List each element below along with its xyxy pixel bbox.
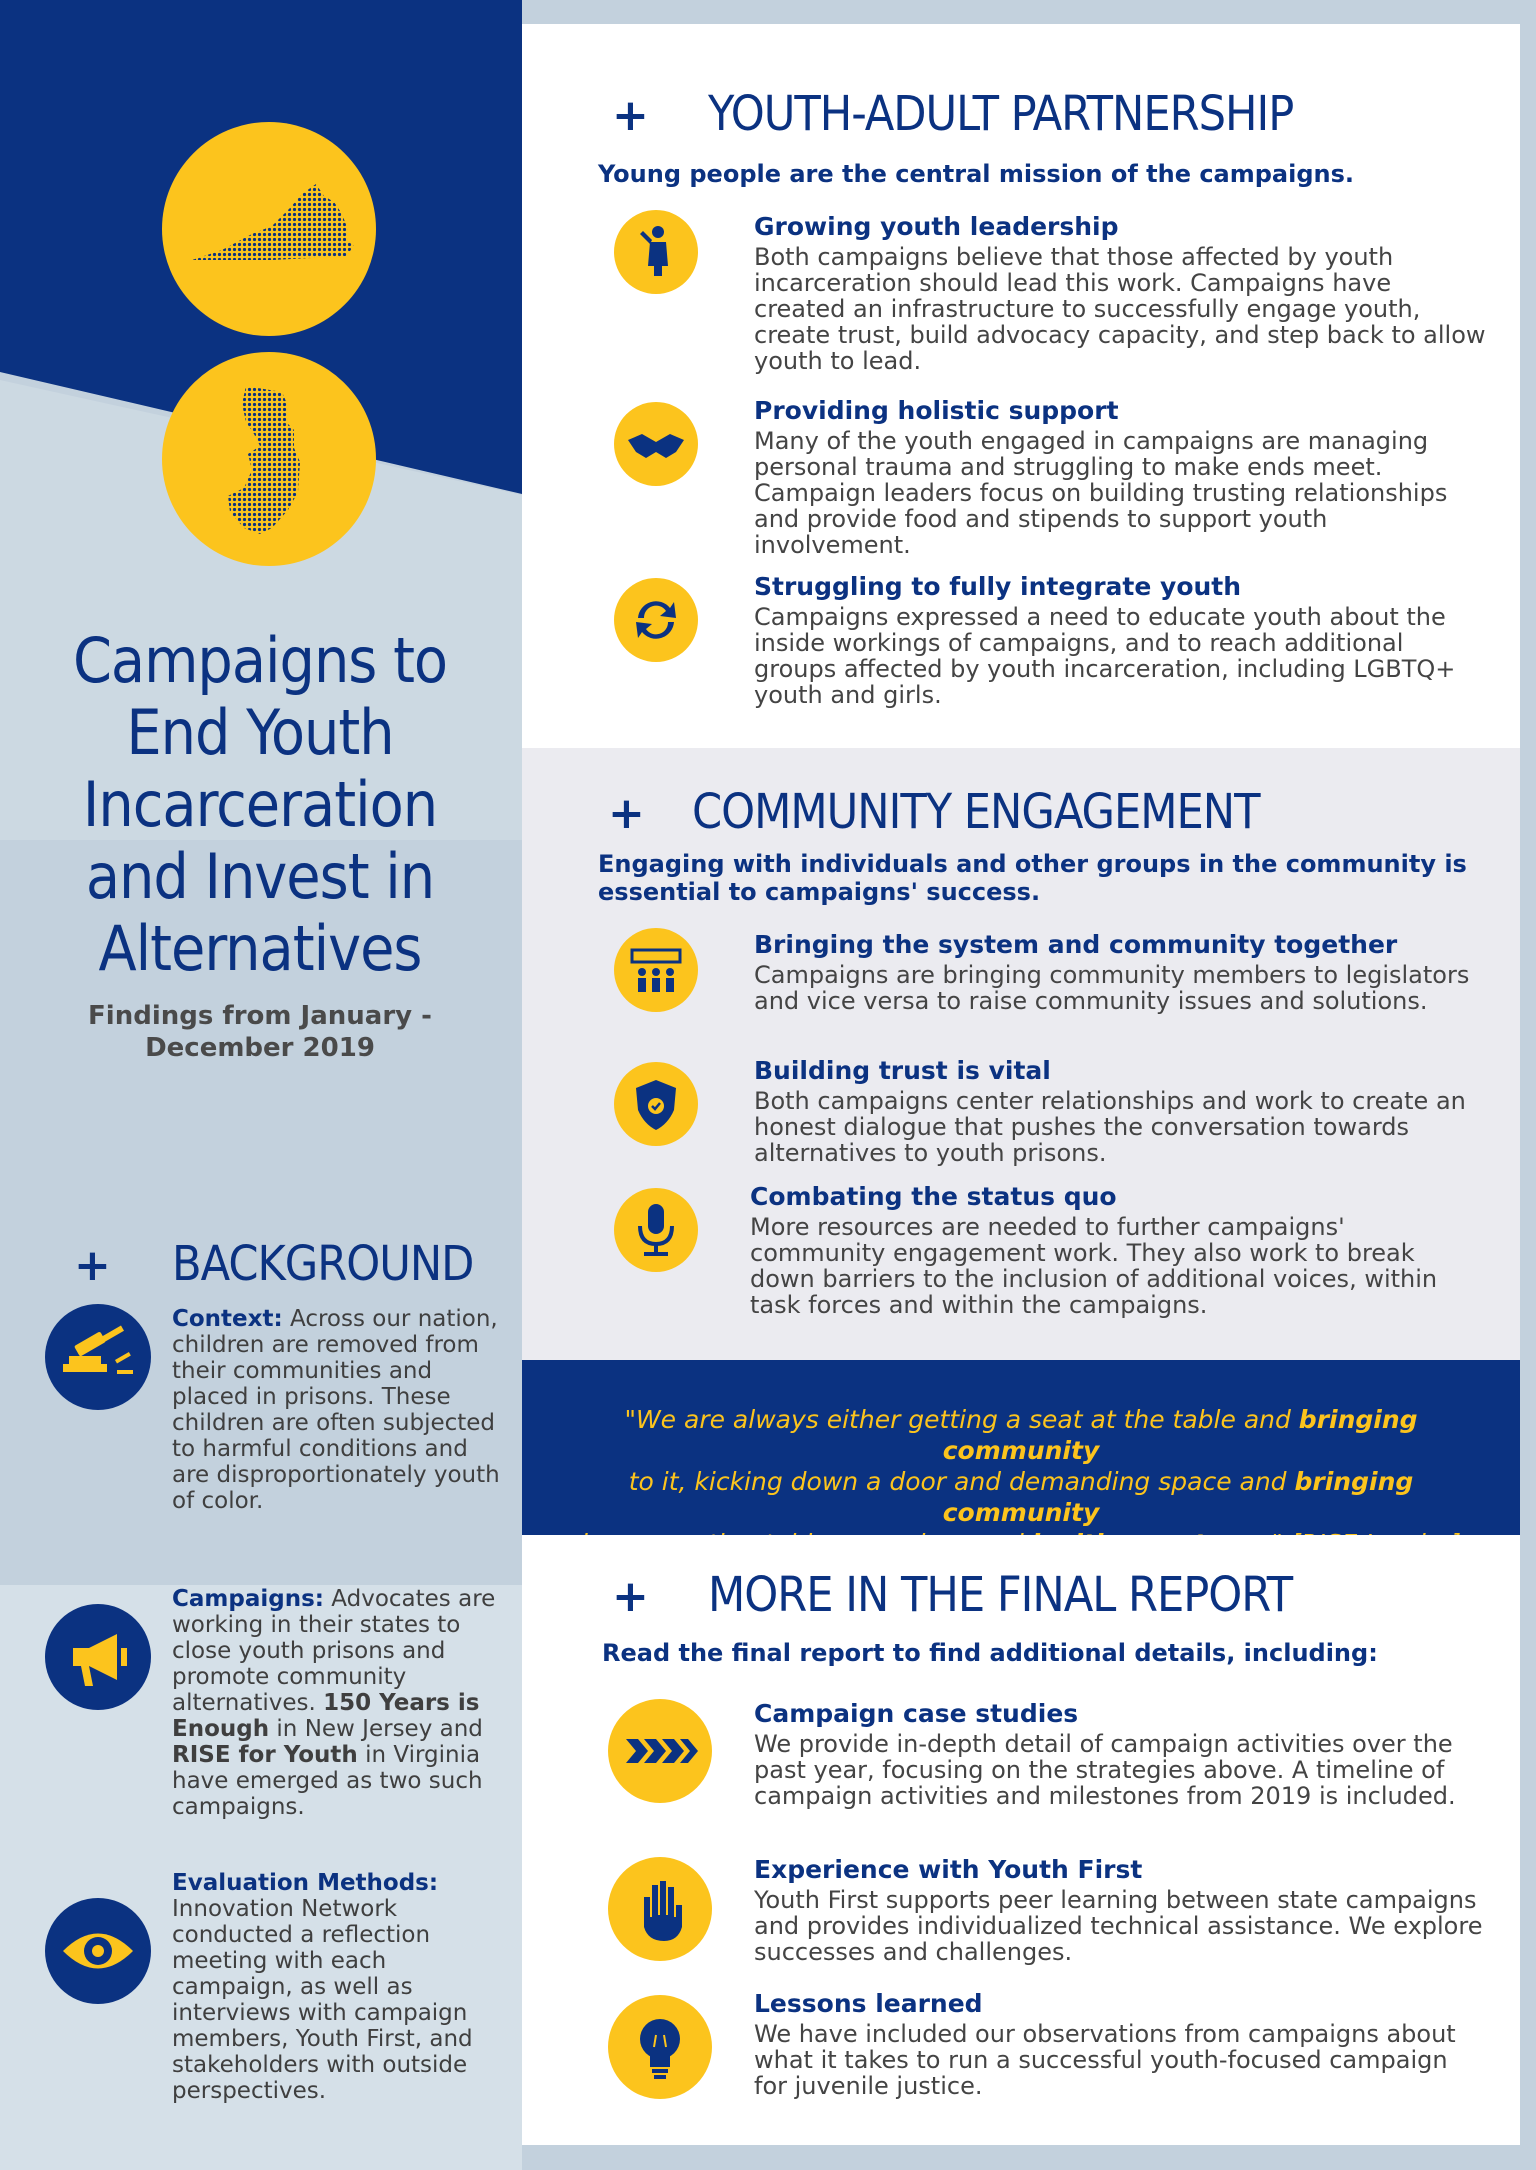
quote-part: "We are always either getting a seat at the table and <box>624 1405 1299 1434</box>
community-plus: + <box>608 788 645 839</box>
campaigns-text-2: in New Jersey and <box>276 1716 483 1742</box>
youth-item-title: Growing youth leadership <box>754 212 1119 241</box>
campaigns-bold-2: RISE for Youth <box>172 1742 358 1768</box>
youth-item-text: Campaigns expressed a need to educate youth about the inside workings of campaigns, and to reach additional groups affected by youth incarceration, including LGBTQ+ youth and girls. <box>754 603 1456 709</box>
title-line: Incarceration <box>82 768 438 841</box>
background-evaluation <box>172 1870 507 2104</box>
youth-item-title: Providing holistic support <box>754 396 1119 425</box>
quote-bold: bringing community <box>942 1405 1418 1465</box>
campaigns-bold-1: 150 Years is Enough <box>172 1690 480 1742</box>
youth-item-text: Many of the youth engaged in campaigns are managing personal trauma and struggling to make ends meet. Campaign leaders focus on building trusting relationships and provide food and stipends to support youth involvement. <box>754 427 1448 559</box>
chevrons-right-icon <box>608 1699 712 1803</box>
background-plus: + <box>74 1240 111 1291</box>
group-banner-icon <box>614 928 698 1012</box>
new-jersey-map-icon <box>162 352 376 566</box>
community-subhead: Engaging with individuals and other groups in the community is essential to campaigns' success. <box>598 850 1467 906</box>
background-context <box>172 1306 507 1514</box>
quote-part: to it, kicking down a door and demanding space and <box>628 1467 1295 1496</box>
title-line: Campaigns to <box>72 624 448 697</box>
campaigns-text-3: in Virginia have emerged as two such campaigns. <box>172 1742 483 1820</box>
person-pointing-icon <box>614 210 698 294</box>
final-item-title: Experience with Youth First <box>754 1855 1143 1884</box>
findings-line: December 2019 <box>145 1033 375 1063</box>
community-item-title: Building trust is vital <box>754 1056 1051 1085</box>
final-plus: + <box>612 1571 649 1622</box>
findings-line: Findings from January - <box>88 1001 432 1031</box>
refresh-icon <box>614 578 698 662</box>
youth-plus: + <box>612 90 649 141</box>
campaigns-text-1: Advocates are working in their states to close youth prisons and promote community alternatives. <box>172 1586 496 1716</box>
community-item-text: Both campaigns center relationships and work to create an honest dialogue that pushes the conversation towards alternatives to youth prisons. <box>754 1087 1466 1167</box>
youth-item-text: Both campaigns believe that those affected by youth incarceration should lead this work. Campaigns have created an infrastructure to successfully engage youth, create trust, build advocacy capacity, and step back to allow youth to lead. <box>754 243 1486 375</box>
community-panel <box>522 748 1520 1360</box>
findings-subtitle <box>60 1000 460 1064</box>
virginia-map-icon <box>162 122 376 336</box>
final-item-text: We have included our observations from campaigns about what it takes to run a successful youth-focused campaign for juvenile justice. <box>754 2020 1456 2100</box>
community-item-title: Bringing the system and community together <box>754 930 1398 959</box>
youth-item-title: Struggling to fully integrate youth <box>754 572 1242 601</box>
final-item-title: Lessons learned <box>754 1989 983 2018</box>
final-item-text: Youth First supports peer learning between state campaigns and provides individualized technical assistance. We explore successes and challenges. <box>754 1886 1483 1966</box>
youth-subhead: Young people are the central mission of the campaigns. <box>598 160 1355 188</box>
title-line: Alternatives <box>98 912 422 985</box>
campaigns-label: Campaigns: <box>172 1586 324 1612</box>
community-item-title: Combating the status quo <box>750 1182 1117 1211</box>
lightbulb-icon <box>608 1995 712 2099</box>
final-report-panel <box>522 1535 1520 2145</box>
background-campaigns <box>172 1586 507 1820</box>
shield-check-icon <box>614 1062 698 1146</box>
community-item-text: Campaigns are bringing community members to legislators and vice versa to raise community issues and solutions. <box>754 961 1470 1015</box>
quote-bold: bringing community <box>942 1467 1414 1527</box>
title-line: End Youth <box>126 696 394 769</box>
raised-hand-icon <box>608 1857 712 1961</box>
evaluation-label: Evaluation Methods: <box>172 1870 439 1896</box>
title-line: and Invest in <box>85 840 435 913</box>
youth-heading: YOUTH-ADULT PARTNERSHIP <box>708 86 1294 142</box>
final-subhead: Read the final report to find additional details, including: <box>602 1639 1378 1667</box>
handshake-icon <box>614 402 698 486</box>
background-heading: BACKGROUND <box>172 1236 474 1292</box>
microphone-icon <box>614 1188 698 1272</box>
final-heading: MORE IN THE FINAL REPORT <box>708 1567 1293 1623</box>
context-label: Context: <box>172 1306 283 1332</box>
community-item-text: More resources are needed to further campaigns' community engagement work. They also work to break down barriers to the inclusion of additional voices, within task forces and within the campaigns. <box>750 1213 1438 1319</box>
context-text: Across our nation, children are removed from their communities and placed in prisons. These children are often subjected to harmful conditions and are disproportionately youth of color. <box>172 1306 500 1514</box>
evaluation-text: Innovation Network conducted a reflection meeting with each campaign, as well as interviews with campaign members, Youth First, and stakeholders with outside perspectives. <box>172 1896 473 2104</box>
gavel-icon <box>45 1304 151 1410</box>
final-item-text: We provide in-depth detail of campaign activities over the past year, focusing on the strategies above. A timeline of campaign activities and milestones from 2019 is included. <box>754 1730 1456 1810</box>
youth-adult-panel <box>522 24 1520 748</box>
page-title <box>40 625 480 985</box>
megaphone-icon <box>45 1604 151 1710</box>
community-heading: COMMUNITY ENGAGEMENT <box>692 784 1260 840</box>
eye-icon <box>45 1898 151 2004</box>
final-item-title: Campaign case studies <box>754 1699 1079 1728</box>
